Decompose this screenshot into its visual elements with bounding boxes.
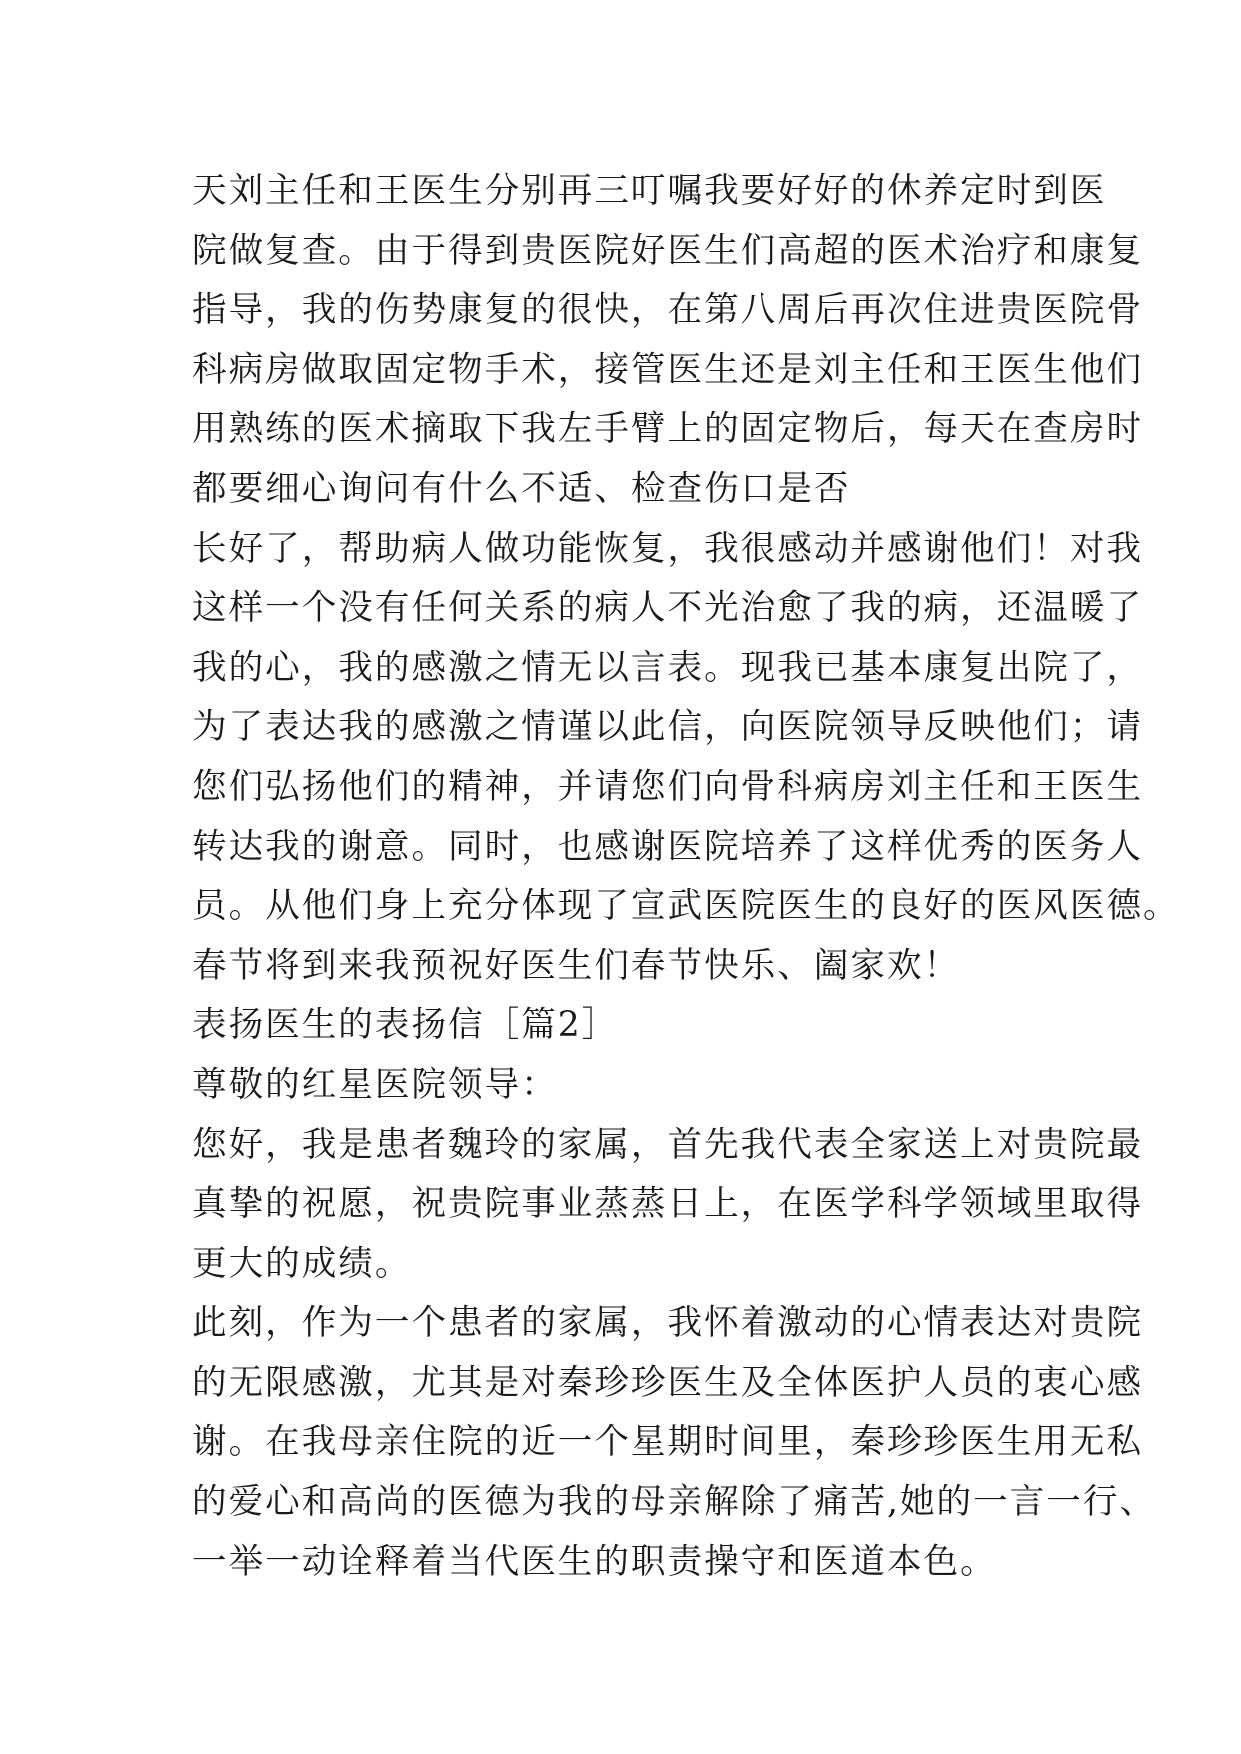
text-line: 春节将到来我预祝好医生们春节快乐、阖家欢！ [192, 945, 961, 986]
text-line: 此刻，作为一个患者的家属，我怀着激动的心情表达对贵院 [192, 1303, 1144, 1344]
text-line: 天刘主任和王医生分别再三叮嘱我要好好的休养定时到医 [192, 171, 1107, 211]
text-line: 我的心，我的感激之情无以言表。现我已基本康复出院了， [192, 647, 1144, 688]
letter-salutation: 尊敬的红星医院领导： [192, 1064, 558, 1105]
text-line: 科病房做取固定物手术，接管医生还是刘主任和王医生他们 [192, 349, 1144, 390]
text-line: 院做复查。由于得到贵医院好医生们高超的医术治疗和康复 [192, 230, 1144, 271]
text-line: 一举一动诠释着当代医生的职责操守和医道本色。 [192, 1541, 997, 1582]
text-line: 真挚的祝愿，祝贵院事业蒸蒸日上，在医学科学领域里取得 [192, 1184, 1144, 1225]
text-line: 您们弘扬他们的精神，并请您们向骨科病房刘主任和王医生 [192, 766, 1144, 807]
text-line: 长好了，帮助病人做功能恢复，我很感动并感谢他们！对我 [192, 528, 1144, 569]
text-line: 这样一个没有任何关系的病人不光治愈了我的病，还温暖了 [192, 588, 1144, 629]
text-line: 的爱心和高尚的医德为我的母亲解除了痛苦,她的一言一行、 [192, 1482, 1157, 1523]
text-line: 更大的成绩。 [192, 1243, 412, 1284]
text-line: 转达我的谢意。同时，也感谢医院培养了这样优秀的医务人 [192, 826, 1144, 867]
text-line: 指导，我的伤势康复的很快，在第八周后再次住进贵医院骨 [192, 290, 1144, 331]
text-line: 谢。在我母亲住院的近一个星期时间里，秦珍珍医生用无私 [192, 1422, 1144, 1463]
letter-body [192, 162, 1180, 1592]
text-line: 您好，我是患者魏玲的家属，首先我代表全家送上对贵院最 [192, 1124, 1144, 1165]
text-line: 用熟练的医术摘取下我左手臂上的固定物后，每天在查房时 [192, 409, 1144, 450]
section-heading: 表扬医生的表扬信［篇2］ [192, 1005, 619, 1046]
text-line: 为了表达我的感激之情谨以此信，向医院领导反映他们；请 [192, 707, 1144, 748]
text-line: 的无限感激，尤其是对秦珍珍医生及全体医护人员的衷心感 [192, 1362, 1144, 1403]
text-line: 都要细心询问有什么不适、检查伤口是否 [192, 468, 851, 509]
text-line: 员。从他们身上充分体现了宣武医院医生的良好的医风医德。 [192, 886, 1180, 927]
